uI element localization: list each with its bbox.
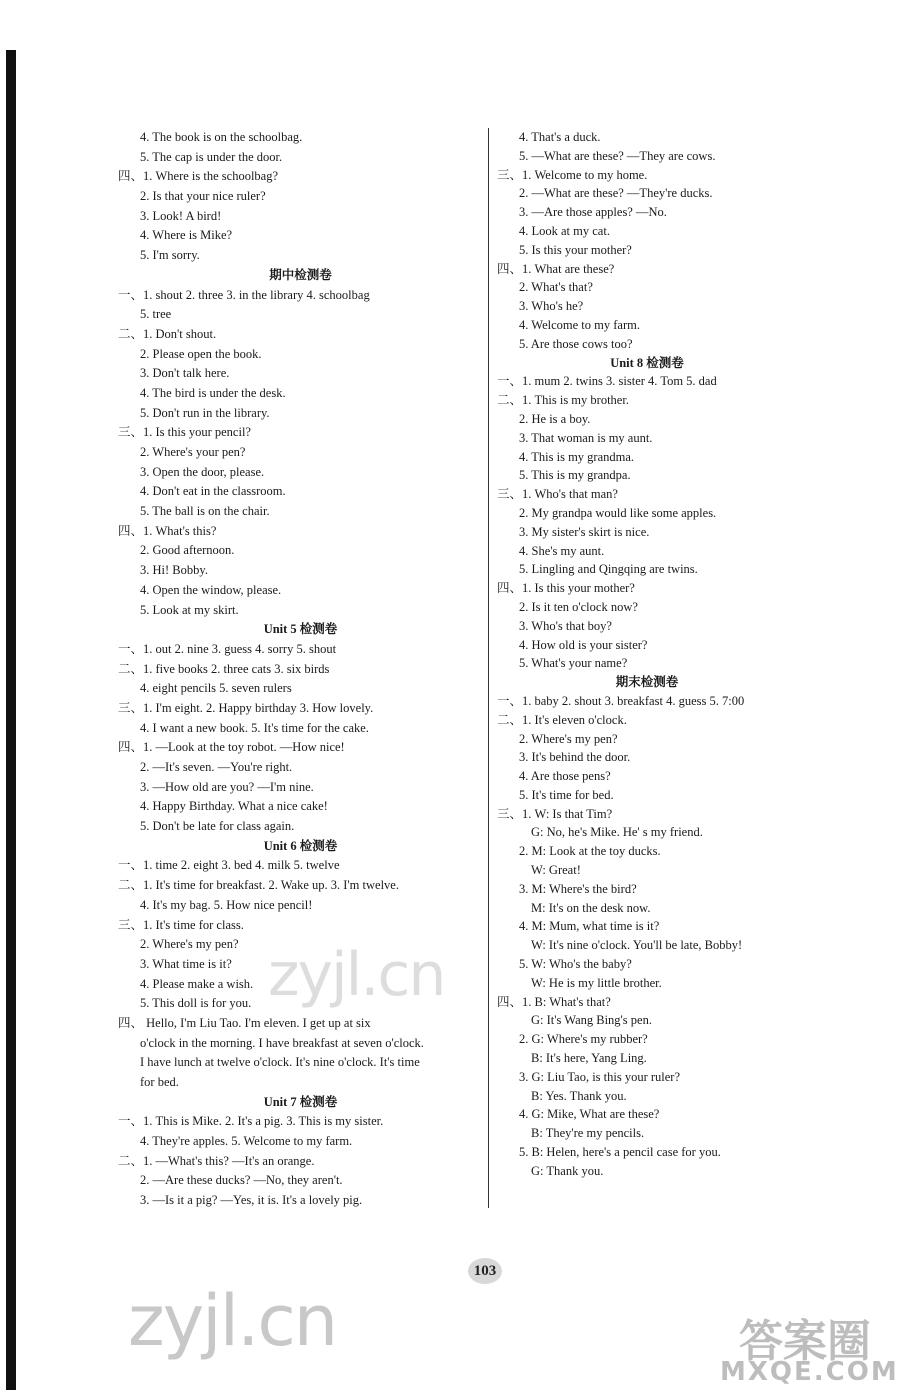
answer-line: 三、1. I'm eight. 2. Happy birthday 3. How lovely. [118, 700, 374, 715]
answer-line: 3. Don't talk here. [140, 366, 230, 381]
answer-line: 4. Open the window, please. [140, 582, 282, 597]
answer-line: 3. —How old are you? —I'm nine. [140, 779, 314, 794]
answer-line: 3. Open the door, please. [140, 464, 265, 479]
answer-line: W: He is my little brother. [531, 975, 662, 990]
answer-line: 四、1. —Look at the toy robot. —How nice! [118, 740, 345, 755]
section-heading: Unit 7 检测卷 [263, 1094, 338, 1109]
answer-line: 5. Lingling and Qingqing are twins. [519, 562, 698, 577]
answer-line: G: Thank you. [531, 1163, 604, 1178]
answer-line: 2. What's that? [519, 280, 593, 295]
answer-line: 三、1. Is this your pencil? [118, 425, 251, 440]
section-heading: 期中检测卷 [269, 267, 332, 282]
answer-line: 四、 Hello, I'm Liu Tao. I'm eleven. I get up at six [118, 1015, 371, 1030]
answer-line: 4. That's a duck. [519, 130, 601, 144]
answer-line: 四、1. B: What's that? [497, 994, 611, 1009]
answer-column-right [497, 128, 797, 1181]
binding-strip [6, 50, 16, 1390]
answer-line: 5. B: Helen, here's a pencil case for you. [519, 1145, 721, 1160]
answer-line: 三、1. Welcome to my home. [497, 167, 648, 182]
answer-line: 3. Who's that boy? [519, 618, 612, 633]
answer-line: 5. The ball is on the chair. [140, 504, 270, 519]
answer-line: 5. This doll is for you. [140, 996, 252, 1011]
answer-line: 2. Where's my pen? [519, 731, 618, 746]
answer-line: 5. What's your name? [519, 656, 628, 671]
answer-line: 5. Don't run in the library. [140, 405, 270, 420]
answer-line: 4. eight pencils 5. seven rulers [140, 681, 292, 696]
answer-line: 4. This is my grandma. [519, 449, 635, 464]
answer-line: I have lunch at twelve o'clock. It's nine o'clock. It's time [140, 1055, 420, 1070]
answer-line: 5. —What are these? —They are cows. [519, 148, 716, 163]
answer-line: 3. It's behind the door. [519, 750, 631, 765]
answer-line: 4. Happy Birthday. What a nice cake! [140, 799, 328, 814]
answer-line: 5. Is this your mother? [519, 242, 632, 257]
answer-line: 二、1. This is my brother. [497, 393, 629, 408]
answer-line: 3. What time is it? [140, 956, 232, 971]
answer-line: 2. Is that your nice ruler? [140, 189, 266, 204]
section-heading: Unit 8 检测卷 [610, 355, 684, 370]
answer-line: 二、1. five books 2. three cats 3. six birds [118, 661, 330, 676]
answer-line: 三、1. Who's that man? [497, 487, 618, 502]
answer-line: 4. Please make a wish. [140, 976, 254, 991]
answer-line: 二、1. It's time for breakfast. 2. Wake up. 3. I'm twelve. [118, 878, 399, 893]
answer-line: 3. Who's he? [519, 299, 584, 314]
answer-line: 二、1. —What's this? —It's an orange. [118, 1153, 315, 1168]
answer-line: 3. M: Where's the bird? [519, 881, 637, 896]
answer-line: B: They're my pencils. [531, 1126, 645, 1141]
answer-line: 2. Where's my pen? [140, 937, 239, 952]
answer-line: 4. How old is your sister? [519, 637, 648, 652]
answer-line: 3. —Are those apples? —No. [519, 205, 667, 220]
answer-line: 一、1. time 2. eight 3. bed 4. milk 5. twelve [118, 858, 340, 873]
answer-line: 2. Good afternoon. [140, 543, 235, 558]
answer-line: 2. Where's your pen? [140, 445, 246, 459]
answer-line: 5. Are those cows too? [519, 336, 633, 351]
answer-line: 5. Don't be late for class again. [140, 819, 295, 834]
answer-line: o'clock in the morning. I have breakfast at seven o'clock. [140, 1035, 424, 1050]
answer-line: 一、1. This is Mike. 2. It's a pig. 3. This is my sister. [118, 1114, 384, 1129]
answer-line: 4. Are those pens? [519, 769, 611, 784]
answer-line: 2. He is a boy. [519, 411, 591, 426]
answer-line: 4. Don't eat in the classroom. [140, 484, 286, 499]
answer-line: 3. Hi! Bobby. [140, 563, 208, 578]
answer-line: B: It's here, Yang Ling. [531, 1051, 647, 1066]
answer-line: 3. —Is it a pig? —Yes, it is. It's a lovely pig. [140, 1193, 363, 1208]
answer-line: 4. I want a new book. 5. It's time for the cake. [140, 720, 369, 735]
answer-line: 5. The cap is under the door. [140, 149, 283, 164]
answer-line: 3. G: Liu Tao, is this your ruler? [519, 1069, 681, 1084]
site-logo-watermark [720, 1305, 899, 1387]
logo-main-text: 答案圈 [739, 1316, 871, 1367]
answer-line: 三、1. W: Is that Tim? [497, 806, 613, 821]
answer-line: 四、1. What's this? [118, 523, 217, 538]
answer-line: 2. My grandpa would like some apples. [519, 505, 717, 520]
answer-line: 4. The bird is under the desk. [140, 385, 286, 400]
answer-line: 4. Look at my cat. [519, 223, 610, 238]
answer-line: 5. W: Who's the baby? [519, 957, 632, 972]
answer-line: 5. This is my grandpa. [519, 468, 631, 483]
answer-line: 5. tree [140, 307, 172, 322]
answer-line: 3. That woman is my aunt. [519, 430, 653, 445]
answer-line: 四、1. What are these? [497, 261, 615, 276]
answer-line: 一、1. baby 2. shout 3. breakfast 4. guess 5. 7:00 [497, 693, 745, 708]
answer-line: 四、1. Is this your mother? [497, 581, 635, 596]
answer-line: 4. They're apples. 5. Welcome to my farm. [140, 1134, 353, 1149]
answer-line: G: No, he's Mike. He' s my friend. [531, 825, 703, 840]
section-heading: Unit 6 检测卷 [263, 838, 338, 853]
answer-line: 4. It's my bag. 5. How nice pencil! [140, 897, 313, 912]
answer-line: M: It's on the desk now. [531, 900, 651, 915]
answer-line: 2. Please open the book. [140, 346, 262, 361]
logo-sub-text: MXQE.COM [720, 1357, 899, 1387]
watermark-small: zyjl.cn [268, 940, 445, 1010]
answer-line: 2. —Are these ducks? —No, they aren't. [140, 1173, 343, 1188]
answer-line: 三、1. It's time for class. [118, 917, 244, 932]
answer-line: 5. Look at my skirt. [140, 602, 239, 617]
answer-line: W: It's nine o'clock. You'll be late, Bobby! [531, 938, 743, 953]
answer-line: 2. —What are these? —They're ducks. [519, 186, 713, 201]
answer-line: 4. M: Mum, what time is it? [519, 919, 660, 934]
answer-line: 5. I'm sorry. [140, 248, 200, 263]
answer-line: 3. Look! A bird! [140, 208, 222, 223]
answer-line: 4. Welcome to my farm. [519, 317, 640, 332]
answer-line: G: It's Wang Bing's pen. [531, 1013, 652, 1028]
answer-line: W: Great! [531, 863, 581, 878]
answer-line: 2. —It's seven. —You're right. [140, 760, 293, 774]
answer-line: 4. G: Mike, What are these? [519, 1107, 660, 1122]
answer-line: 2. M: Look at the toy ducks. [519, 844, 661, 859]
answer-line: 5. It's time for bed. [519, 787, 614, 802]
answer-line: 二、1. It's eleven o'clock. [497, 712, 627, 727]
answer-line: 一、1. out 2. nine 3. guess 4. sorry 5. shout [118, 641, 337, 656]
page-number: 103 [468, 1258, 502, 1284]
answer-line: 四、1. Where is the schoolbag? [118, 169, 279, 184]
answer-column-left [118, 128, 483, 1211]
answer-line: 二、1. Don't shout. [118, 326, 217, 341]
answer-line: 4. The book is on the schoolbag. [140, 130, 303, 144]
answer-line: 一、1. mum 2. twins 3. sister 4. Tom 5. dad [497, 374, 717, 389]
answer-line: 2. G: Where's my rubber? [519, 1032, 648, 1047]
column-divider [488, 128, 489, 1208]
section-heading: 期末检测卷 [615, 675, 679, 690]
answer-line: B: Yes. Thank you. [531, 1088, 627, 1103]
section-heading: Unit 5 检测卷 [263, 622, 338, 637]
answer-line: 4. She's my aunt. [519, 543, 605, 558]
answer-line: for bed. [140, 1075, 179, 1089]
answer-line: 一、1. shout 2. three 3. in the library 4. schoolbag [118, 287, 370, 302]
watermark-large: zyjl.cn [128, 1280, 337, 1362]
answer-line: 2. Is it ten o'clock now? [519, 599, 638, 614]
answer-line: 3. My sister's skirt is nice. [519, 524, 650, 539]
answer-line: 4. Where is Mike? [140, 228, 233, 243]
